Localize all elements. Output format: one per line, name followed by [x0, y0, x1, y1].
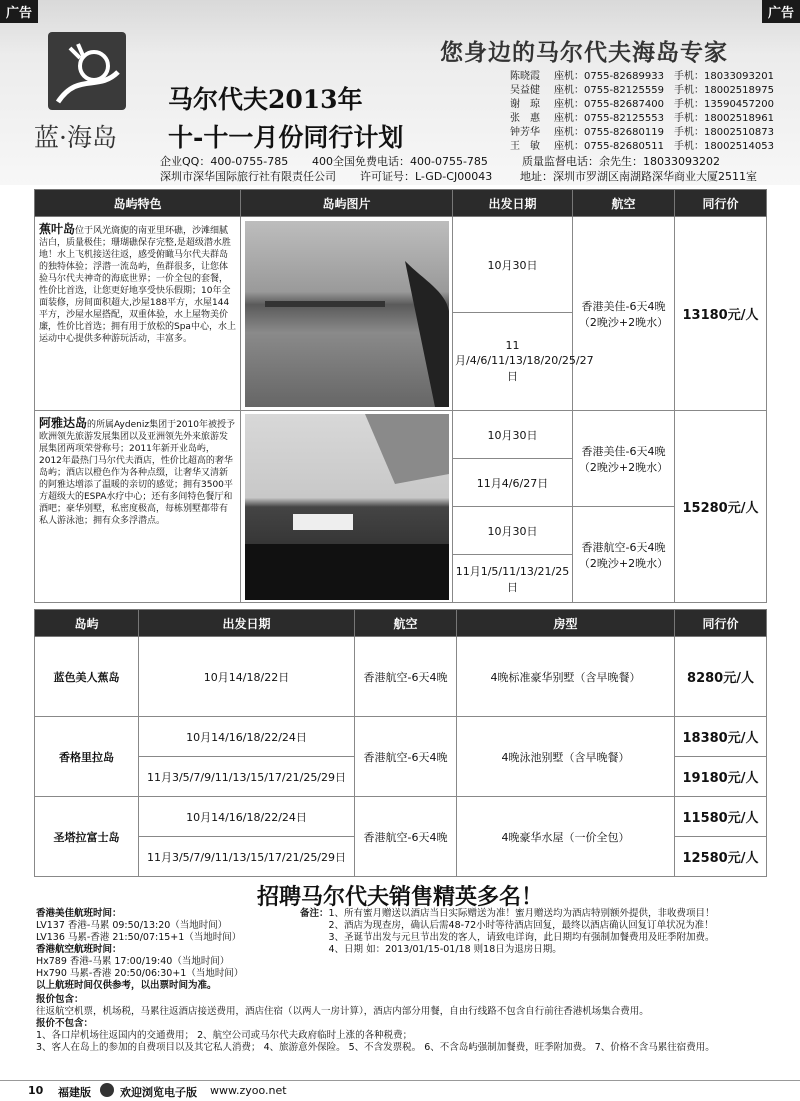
airline: 香港美佳-6天4晚（2晚沙+2晚水） — [573, 217, 675, 411]
departure-date: 10月30日 — [453, 217, 573, 313]
room-type: 4晚泳池别墅（含早晚餐） — [457, 717, 675, 797]
departure-date: 10月30日 — [453, 507, 573, 555]
airline: 香港航空-6天4晚（2晚沙+2晚水） — [573, 507, 675, 603]
departure-date: 10月14/16/18/22/24日 — [139, 797, 355, 837]
contact-row: 吴益健 座机：0755-82125559 手机：18002518975 — [510, 85, 774, 96]
flight-times — [36, 908, 316, 992]
table-header-row — [35, 190, 767, 217]
footer-logo-icon — [100, 1083, 114, 1097]
flight-title: 香港航空航班时间： — [36, 944, 122, 955]
price: 18380元/人 — [675, 717, 767, 757]
free-phone-info: 400全国免费电话：400-0755-785 — [312, 155, 488, 168]
flight-title: 香港美佳航班时间： — [36, 908, 122, 919]
col-header: 航空 — [573, 190, 675, 217]
table-row — [35, 717, 767, 757]
logo-text: 蓝·海岛 — [34, 123, 117, 152]
col-header: 出发日期 — [453, 190, 573, 217]
departure-date: 11月/4/6/11/13/18/20/25/27日 — [453, 313, 573, 411]
remarks — [300, 908, 770, 956]
excluded-line: 3、客人在岛上的参加的自费项目以及其它私人消费； 4、旅游意外保险。 5、不含发票税。 6、不含岛屿强制加餐费，旺季附加费。 7、价格不含马累往宿费用。 — [36, 1042, 715, 1053]
address-info: 地址：深圳市罗湖区南湖路深华商业大厦2511室 — [520, 170, 757, 183]
col-header: 同行价 — [675, 190, 767, 217]
included-title: 报价包含： — [36, 994, 84, 1005]
edition: 福建版 — [58, 1086, 91, 1099]
company-name: 深圳市深华国际旅行社有限责任公司 — [160, 170, 336, 183]
flight-line: Hx789 香港-马累 17:00/19:40（当地时间） — [36, 956, 230, 967]
departure-date: 11月3/5/7/9/11/13/15/17/21/25/29日 — [139, 837, 355, 877]
remark-item: 2、酒店为现查房，确认后需48-72小时等待酒店回复，最终以酒店确认回复订单状况为准！ — [328, 920, 714, 931]
page-title: 马尔代夫2013年 — [168, 85, 363, 114]
col-header: 岛屿特色 — [35, 190, 241, 217]
table-header-row — [35, 610, 767, 637]
col-header: 岛屿 — [35, 610, 139, 637]
qq-info: 企业QQ：400-0755-785 — [160, 155, 289, 168]
island-description: 蕉叶岛位于风光旖旎的南亚里环礁，沙滩细腻洁白，质量极佳；珊瑚礁保存完整,是超级潜水胜地！水上飞机接送往返，感受俯瞰马尔代夫群岛的独特体验；浮潜一流岛屿，鱼群很多，让您体验马尔代夫神奇的海底世界；一价全包的套餐，性价比首选，让您更好地享受快乐假期；10年全面装修，房间面积超大,沙屋188平方，水屋144平方，沙屋水屋搭配，双重体验，水上屋物美价廉，性价比首选；拥有用于放松的Spa中心，水上运动中心提供多种游玩活动，丰富多。 — [35, 217, 241, 411]
col-header: 岛屿图片 — [241, 190, 453, 217]
license-info: 许可证号：L-GD-CJ00043 — [360, 170, 493, 183]
remarks-label: 备注： — [300, 908, 329, 919]
table-row — [35, 797, 767, 837]
ad-label-left: 广告 — [0, 0, 38, 23]
contact-row: 王 敏 座机：0755-82680511 手机：18002514053 — [510, 141, 774, 152]
airline: 香港航空-6天4晚 — [355, 637, 457, 717]
airline: 香港美佳-6天4晚（2晚沙+2晚水） — [573, 411, 675, 507]
logo-icon — [48, 32, 126, 110]
island-photo — [241, 217, 453, 411]
departure-date: 10月14/18/22日 — [139, 637, 355, 717]
col-header: 出发日期 — [139, 610, 355, 637]
table-row — [35, 217, 767, 313]
remark-item: 1、所有蜜月赠送以酒店当日实际赠送为准！蜜月赠送均为酒店特别额外提供，非收费项目！ — [328, 908, 715, 919]
flight-line: LV136 马累-香港 21:50/07:15+1（当地时间） — [36, 932, 242, 943]
table-row — [35, 411, 767, 459]
island-description: 阿雅达岛的所属Aydeniz集团于2010年被授予欧洲领先旅游发展集团以及亚洲领先外来旅游发展集团两项荣誉称号；2011年新开业岛屿，2012年最热门马尔代夫酒店，性价比超高的奢华岛屿；酒店以橙色作为各种点缀，让奢华又清新的阿雅达增添了温暖的亲切的感觉；拥有3500平方超级大的ESPA水疗中心；还有多间特色餐厅和酒吧；豪华别墅，私密度极高，每栋别墅都带有私人游泳池；拥有众多浮潜点。 — [35, 411, 241, 603]
island-name: 圣塔拉富士岛 — [35, 797, 139, 877]
remark-item: 3、圣诞节出发与元旦节出发的客人，请致电详询，此日期均有强制加餐费用及旺季附加费。 — [328, 932, 715, 943]
footer — [0, 1080, 800, 1101]
contact-row: 张 惠 座机：0755-82125553 手机：18002518961 — [510, 113, 774, 124]
island-name: 香格里拉岛 — [35, 717, 139, 797]
col-header: 房型 — [457, 610, 675, 637]
excluded-line: 1、各口岸机场往返国内的交通费用； 2、航空公司或马尔代夫政府临时上涨的各种税费； — [36, 1030, 413, 1041]
price-terms — [36, 994, 766, 1054]
departure-date: 11月3/5/7/9/11/13/15/17/21/25/29日 — [139, 757, 355, 797]
supervisor-info: 质量监督电话：余先生：18033093202 — [522, 155, 720, 168]
island-name: 蓝色美人蕉岛 — [35, 637, 139, 717]
price: 8280元/人 — [675, 637, 767, 717]
contact-list — [510, 70, 774, 154]
room-type: 4晚豪华水屋（一价全包） — [457, 797, 675, 877]
footer-url[interactable]: www.zyoo.net — [210, 1084, 287, 1097]
recruit-banner: 招聘马尔代夫销售精英多名！ — [256, 885, 543, 910]
room-type: 4晚标准豪华别墅（含早晚餐） — [457, 637, 675, 717]
col-header: 同行价 — [675, 610, 767, 637]
price: 11580元/人 — [675, 797, 767, 837]
page-subtitle: 十-十一月份同行计划 — [168, 123, 404, 152]
price: 12580元/人 — [675, 837, 767, 877]
included-text: 往返航空机票，机场税，马累往返酒店接送费用，酒店住宿（以两人一房计算），酒店内部分用餐，自由行线路不包含自行前往香港机场集合费用。 — [36, 1006, 649, 1017]
price: 15280元/人 — [675, 411, 767, 603]
departure-date: 10月14/16/18/22/24日 — [139, 717, 355, 757]
slogan: 您身边的马尔代夫海岛专家 — [440, 40, 728, 66]
flight-note: 以上航班时间仅供参考，以出票时间为准。 — [36, 980, 217, 991]
island-table — [34, 189, 767, 603]
price: 13180元/人 — [675, 217, 767, 411]
contact-row: 谢 琼 座机：0755-82687400 手机：13590457200 — [510, 99, 774, 110]
contact-row: 陈晓霞 座机：0755-82689933 手机：18033093201 — [510, 71, 774, 82]
price: 19180元/人 — [675, 757, 767, 797]
departure-date: 11月1/5/11/13/21/25日 — [453, 555, 573, 603]
flight-line: Hx790 马累-香港 20:50/06:30+1（当地时间） — [36, 968, 244, 979]
departure-date: 11月4/6/27日 — [453, 459, 573, 507]
table-row — [35, 637, 767, 717]
page-number: 10 — [28, 1084, 44, 1097]
contact-row: 钟芳华 座机：0755-82680119 手机：18002510873 — [510, 127, 774, 138]
airline: 香港航空-6天4晚 — [355, 797, 457, 877]
departure-date: 10月30日 — [453, 411, 573, 459]
excluded-title: 报价不包含： — [36, 1018, 94, 1029]
airline: 香港航空-6天4晚 — [355, 717, 457, 797]
island-photo — [241, 411, 453, 603]
flight-line: LV137 香港-马累 09:50/13:20（当地时间） — [36, 920, 228, 931]
ad-label-right: 广告 — [762, 0, 800, 23]
remark-item: 4、日期 如：2013/01/15-01/18 则18日为退房日期。 — [328, 944, 562, 955]
footer-slogan: 欢迎浏览电子版 — [120, 1086, 197, 1099]
resort-table — [34, 609, 767, 877]
header — [0, 0, 800, 185]
col-header: 航空 — [355, 610, 457, 637]
